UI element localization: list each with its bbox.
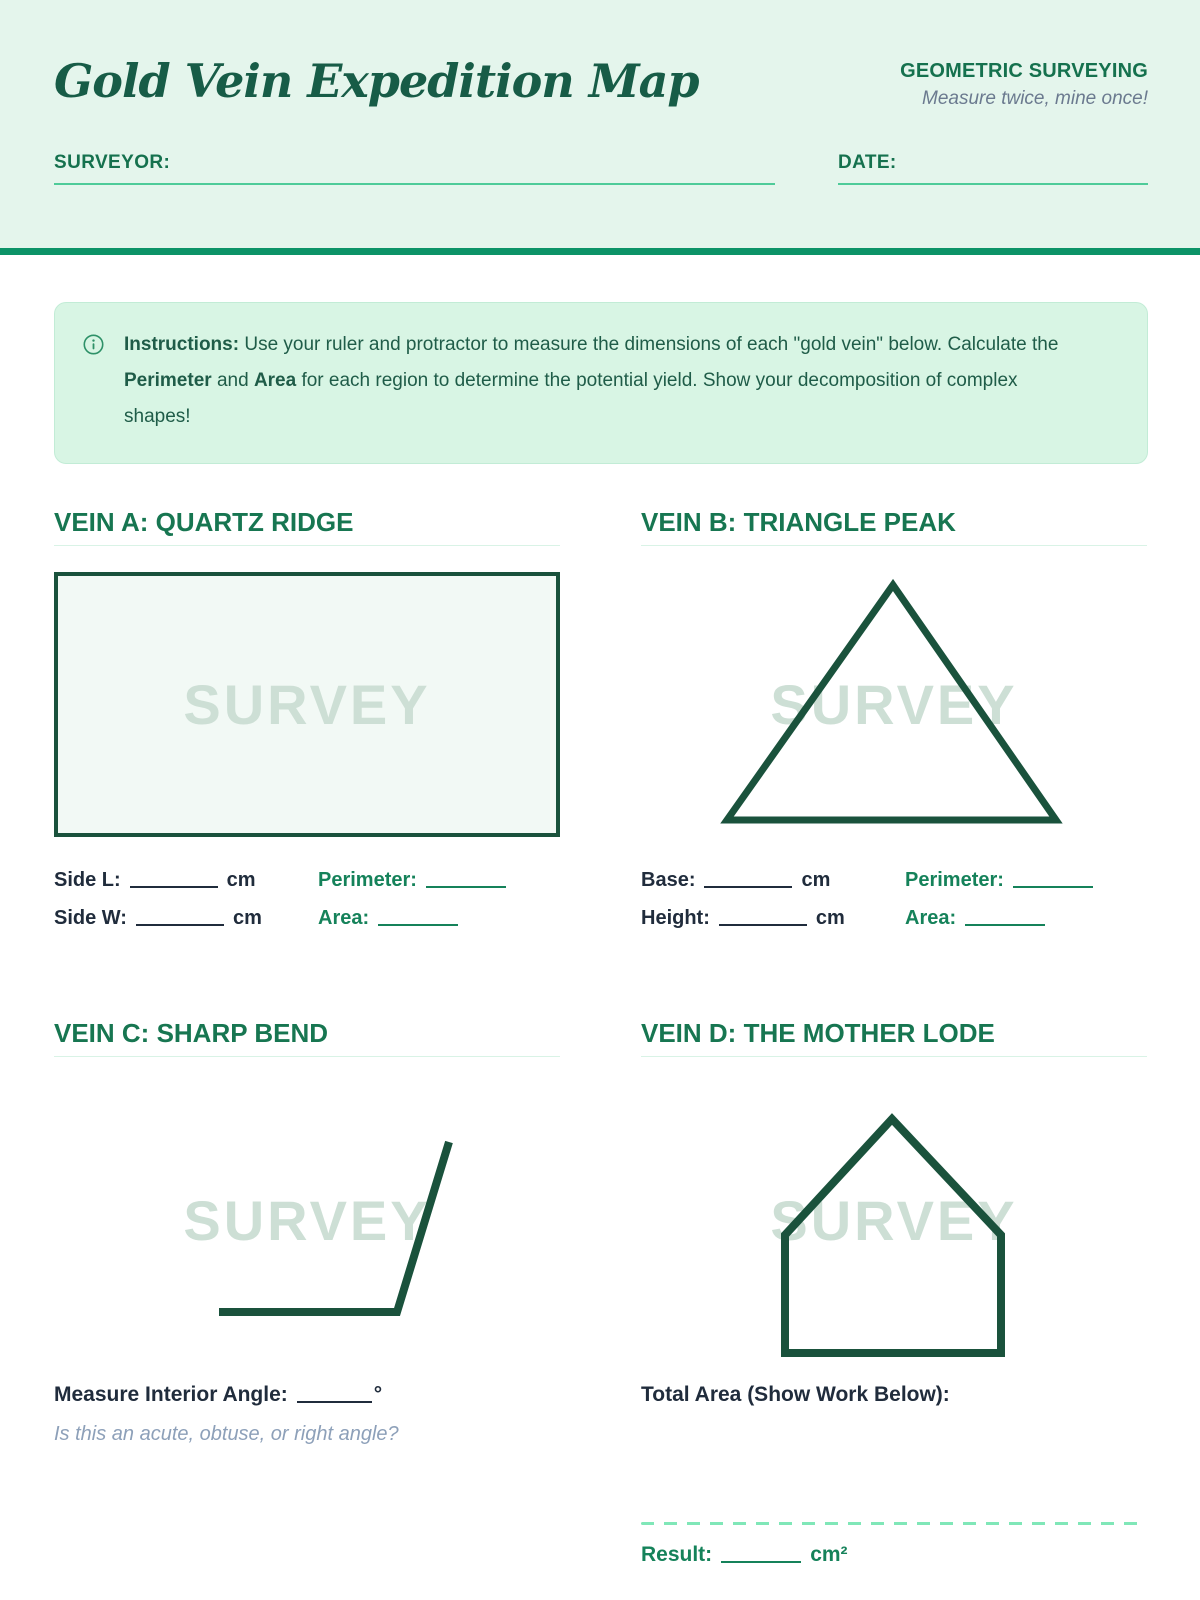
vein-a-title: VEIN A: QUARTZ RIDGE <box>54 508 560 546</box>
blank-line[interactable] <box>965 916 1045 926</box>
info-icon <box>83 334 104 355</box>
brand-tagline: Measure twice, mine once! <box>922 88 1148 109</box>
total-area-label: Total Area (Show Work Below): <box>641 1383 950 1406</box>
side-l-field: Side L: cm <box>54 869 256 891</box>
result-field: Result: cm² <box>641 1543 848 1566</box>
area-field: Area: <box>318 907 506 930</box>
accent-divider-bar <box>0 248 1200 255</box>
section-vein-a <box>54 508 560 930</box>
triangle-shape <box>641 572 1147 837</box>
blank-line[interactable] <box>426 878 506 888</box>
section-vein-d <box>641 1019 1147 1567</box>
base-field: Base: cm <box>641 869 831 891</box>
vein-d-house-figure <box>641 1083 1147 1358</box>
blank-line[interactable] <box>378 916 458 926</box>
survey-watermark: SURVEY <box>770 1189 1018 1252</box>
blank-line[interactable] <box>130 878 218 888</box>
blank-line[interactable] <box>719 916 807 926</box>
instructions-text: Instructions: Use your ruler and protractor to measure the dimensions of each "gold vein" below. Calculate the Perimeter and Area for each region to determine the potential yield. Show your decomposition of complex shapes! <box>124 334 1059 427</box>
perimeter-field: Perimeter: <box>318 869 506 892</box>
side-w-field: Side W: cm <box>54 907 262 929</box>
interior-angle-field: Measure Interior Angle: ° <box>54 1383 383 1406</box>
section-vein-c <box>54 1019 560 1446</box>
pentagon-house-shape <box>641 1083 1147 1358</box>
height-field: Height: cm <box>641 907 845 929</box>
survey-watermark: SURVEY <box>770 673 1018 736</box>
date-write-line[interactable] <box>838 183 1148 185</box>
survey-watermark: SURVEY <box>183 1189 431 1252</box>
vein-c-angle-figure <box>54 1083 560 1358</box>
brand-block <box>900 52 1148 110</box>
angle-hint: Is this an acute, obtuse, or right angle? <box>54 1423 399 1445</box>
vein-b-title: VEIN B: TRIANGLE PEAK <box>641 508 1147 546</box>
vein-d-title: VEIN D: THE MOTHER LODE <box>641 1019 1147 1057</box>
work-space[interactable] <box>641 1407 1147 1522</box>
surveyor-field <box>54 152 775 185</box>
section-vein-b <box>641 508 1147 930</box>
vein-c-title: VEIN C: SHARP BEND <box>54 1019 560 1057</box>
surveyor-write-line[interactable] <box>54 183 775 185</box>
blank-line[interactable] <box>136 916 224 926</box>
instructions-callout <box>54 302 1148 464</box>
angle-shape <box>54 1083 560 1358</box>
area-field: Area: <box>905 907 1093 930</box>
survey-watermark: SURVEY <box>183 673 431 736</box>
surveyor-label: SURVEYOR: <box>54 152 171 173</box>
blank-line[interactable] <box>297 1393 372 1403</box>
blank-line[interactable] <box>704 878 792 888</box>
vein-b-triangle-figure <box>641 572 1147 837</box>
vein-a-rectangle-figure <box>54 572 560 837</box>
brand-name: GEOMETRIC SURVEYING <box>900 60 1148 82</box>
blank-line[interactable] <box>1013 878 1093 888</box>
dashed-divider <box>641 1522 1147 1525</box>
blank-line[interactable] <box>721 1553 801 1563</box>
page-title: Gold Vein Expedition Map <box>54 54 699 108</box>
date-field <box>838 152 1148 185</box>
header <box>0 0 1200 248</box>
perimeter-field: Perimeter: <box>905 869 1093 892</box>
date-label: DATE: <box>838 152 897 173</box>
